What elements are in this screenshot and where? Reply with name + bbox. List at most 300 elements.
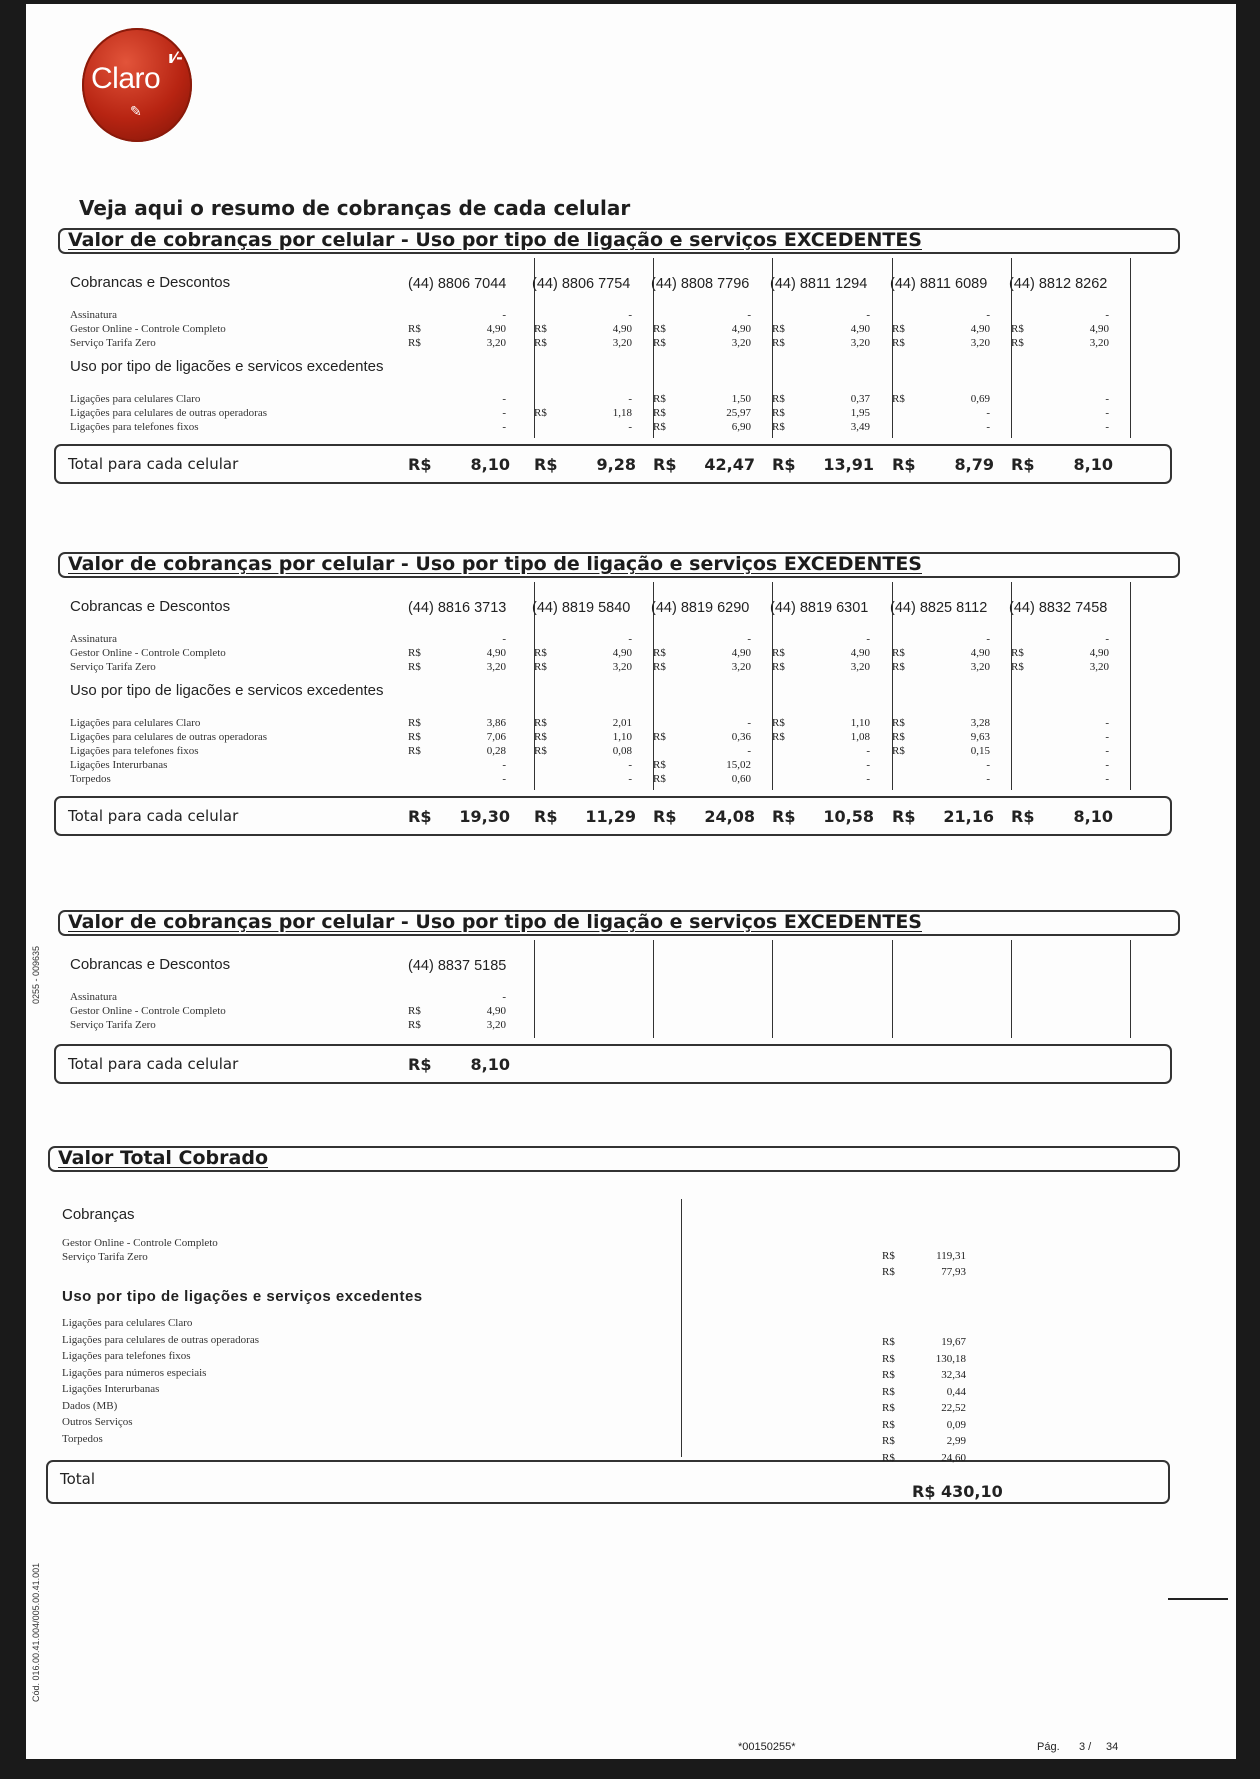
- assinatura-label: Assinatura: [70, 309, 118, 321]
- phone-number: (44) 8811 1294: [770, 276, 868, 292]
- total-value: 8,10: [470, 455, 510, 474]
- cell-value: 3,20: [850, 337, 870, 349]
- uso-title: Uso por tipo de ligações e serviços excedentes: [62, 1288, 423, 1305]
- phone-total: [772, 455, 874, 475]
- cell-value: -: [986, 773, 990, 785]
- currency-symbol: R$: [408, 731, 421, 743]
- lig-outras-value: [1011, 406, 1109, 421]
- cell-value: 1,10: [612, 731, 632, 743]
- currency-symbol: R$: [408, 337, 421, 349]
- currency-symbol: R$: [408, 455, 432, 474]
- cell-value: -: [866, 759, 870, 771]
- currency-symbol: R$: [772, 661, 785, 673]
- cell-value: -: [1105, 633, 1109, 645]
- lig-fixos-label: Ligações para telefones fixos: [70, 421, 199, 433]
- cell-value: -: [1105, 745, 1109, 757]
- cell-value: 0,36: [731, 731, 751, 743]
- lig-interurbanas-value: [653, 758, 751, 773]
- gestor-value: [1011, 646, 1109, 661]
- tarifa-zero-label: Serviço Tarifa Zero: [70, 661, 156, 673]
- cell-value: -: [502, 633, 506, 645]
- cell-value: 3,20: [1089, 337, 1109, 349]
- currency-symbol: R$: [1011, 647, 1024, 659]
- tarifa-zero-value: [408, 660, 506, 675]
- lig-fixos-value: [1011, 744, 1109, 759]
- cell-value: -: [1105, 759, 1109, 771]
- cell-value: 4,90: [850, 647, 870, 659]
- phone-number: (44) 8806 7754: [532, 276, 631, 292]
- gestor-value: [534, 322, 632, 337]
- lig-outras-value: [772, 406, 870, 421]
- lig-fixos-value: [772, 744, 870, 759]
- column-divider: [1130, 940, 1131, 1038]
- lig-fixos-label: Ligações para telefones fixos: [70, 745, 199, 757]
- cobranca-label: Gestor Online - Controle Completo: [62, 1237, 218, 1249]
- assinatura-value: [408, 632, 506, 647]
- currency-symbol: R$: [408, 745, 421, 757]
- tarifa-zero-value: [653, 660, 751, 675]
- amount: 77,93: [941, 1266, 966, 1278]
- cell-value: -: [502, 421, 506, 433]
- lig-outras-value: [772, 730, 870, 745]
- cell-value: 3,49: [850, 421, 870, 433]
- cell-value: 3,20: [850, 661, 870, 673]
- phone-number: (44) 8811 6089: [890, 276, 988, 292]
- cell-value: -: [502, 309, 506, 321]
- uso-label: Ligações para números especiais: [62, 1366, 207, 1379]
- phone-total: [534, 807, 636, 827]
- cell-value: -: [866, 633, 870, 645]
- cobrancas-descontos-label: Cobrancas e Descontos: [70, 956, 231, 973]
- currency-symbol: R$: [892, 323, 905, 335]
- cell-value: 4,90: [1089, 323, 1109, 335]
- lig-interurbanas-value: [772, 758, 870, 773]
- lig-claro-label: Ligações para celulares Claro: [70, 717, 201, 729]
- lig-outras-value: [1011, 730, 1109, 745]
- torpedos-value: [653, 772, 751, 787]
- currency-symbol: R$: [408, 661, 421, 673]
- total-value: 8,10: [1073, 455, 1113, 474]
- currency-symbol: R$: [882, 1418, 895, 1431]
- lig-outras-label: Ligações para celulares de outras operadoras: [70, 407, 267, 419]
- lig-outras-value: [534, 406, 632, 421]
- currency-symbol: R$: [882, 1250, 895, 1262]
- cell-value: -: [502, 759, 506, 771]
- torpedos-label: Torpedos: [70, 773, 111, 785]
- column-divider: [1130, 582, 1131, 790]
- cell-value: 3,20: [612, 337, 632, 349]
- torpedos-value: [408, 772, 506, 787]
- cobrancas-title: Cobranças: [62, 1206, 135, 1223]
- currency-symbol: R$: [1011, 337, 1024, 349]
- cell-value: 2,01: [612, 717, 632, 729]
- total-value: 13,91: [823, 455, 874, 474]
- cell-value: -: [747, 309, 751, 321]
- cell-value: 4,90: [731, 647, 751, 659]
- cell-value: 7,06: [486, 731, 506, 743]
- amount: 24,60: [941, 1451, 966, 1464]
- section-title: Valor de cobranças por celular - Uso por tipo de ligação e serviços EXCEDENTES: [68, 911, 922, 933]
- cell-value: 3,20: [731, 337, 751, 349]
- cell-value: 6,90: [731, 421, 751, 433]
- lig-fixos-value: [653, 420, 751, 435]
- cell-value: 4,90: [1089, 647, 1109, 659]
- uso-label: Torpedos: [62, 1432, 103, 1445]
- assinatura-value: [653, 308, 751, 323]
- cell-value: 4,90: [486, 647, 506, 659]
- amount: 119,31: [936, 1250, 966, 1262]
- lig-claro-value: [408, 392, 506, 407]
- cell-value: -: [747, 717, 751, 729]
- gestor-value: [653, 646, 751, 661]
- currency-symbol: R$: [882, 1266, 895, 1278]
- total-label: Total para cada celular: [68, 807, 239, 825]
- barcode-text: *00150255*: [738, 1741, 796, 1753]
- cobranca-label: Serviço Tarifa Zero: [62, 1251, 148, 1263]
- claro-logo: [82, 28, 192, 142]
- cell-value: 0,69: [970, 393, 990, 405]
- currency-symbol: R$: [653, 421, 666, 433]
- lig-fixos-value: [534, 744, 632, 759]
- section-header: [58, 552, 1180, 578]
- cell-value: 3,20: [486, 337, 506, 349]
- total-value: 24,08: [704, 807, 755, 826]
- cell-value: 4,90: [612, 647, 632, 659]
- assinatura-value: [408, 990, 506, 1005]
- currency-symbol: R$: [772, 323, 785, 335]
- currency-symbol: R$: [892, 647, 905, 659]
- cell-value: -: [986, 407, 990, 419]
- cell-value: -: [986, 759, 990, 771]
- currency-symbol: R$: [653, 807, 677, 826]
- phone-number: (44) 8806 7044: [408, 276, 507, 292]
- gestor-label: Gestor Online - Controle Completo: [70, 1005, 226, 1017]
- tarifa-zero-value: [892, 660, 990, 675]
- assinatura-label: Assinatura: [70, 633, 118, 645]
- cell-value: 1,18: [612, 407, 632, 419]
- cell-value: 0,15: [970, 745, 990, 757]
- uso-label: Ligações Interurbanas: [62, 1383, 160, 1395]
- lig-outras-value: [408, 730, 506, 745]
- gestor-value: [408, 322, 506, 337]
- tarifa-zero-value: [1011, 336, 1109, 351]
- lig-outras-value: [408, 406, 506, 421]
- cell-value: 3,20: [486, 1019, 506, 1031]
- tarifa-zero-value: [772, 660, 870, 675]
- total-box: [54, 1044, 1172, 1084]
- total-value: 8,79: [954, 455, 994, 474]
- currency-symbol: R$: [653, 731, 666, 743]
- currency-symbol: R$: [534, 647, 547, 659]
- bill-page: [26, 4, 1236, 1759]
- intro-heading: Veja aqui o resumo de cobranças de cada celular: [79, 196, 631, 220]
- cell-value: 1,10: [850, 717, 870, 729]
- currency-symbol: R$: [772, 647, 785, 659]
- phone-total: [1011, 455, 1113, 475]
- cell-value: -: [747, 745, 751, 757]
- total-label: Total para cada celular: [68, 1055, 239, 1073]
- gestor-value: [892, 646, 990, 661]
- cell-value: 25,97: [726, 407, 751, 419]
- gestor-value: [408, 1004, 506, 1019]
- currency-symbol: R$: [653, 407, 666, 419]
- cell-value: -: [1105, 731, 1109, 743]
- assinatura-value: [892, 632, 990, 647]
- currency-symbol: R$: [892, 455, 916, 474]
- currency-symbol: R$: [1011, 661, 1024, 673]
- phone-total: [892, 807, 994, 827]
- lig-claro-value: [1011, 716, 1109, 731]
- currency-symbol: R$: [882, 1352, 895, 1365]
- column-divider: [1130, 258, 1131, 438]
- phone-number: (44) 8819 6301: [770, 600, 869, 616]
- section-title: Valor de cobranças por celular - Uso por tipo de ligação e serviços EXCEDENTES: [68, 229, 922, 251]
- gestor-label: Gestor Online - Controle Completo: [70, 647, 226, 659]
- currency-symbol: R$: [772, 393, 785, 405]
- lig-claro-label: Ligações para celulares Claro: [70, 393, 201, 405]
- amount: 0,09: [946, 1418, 966, 1431]
- column-divider: [1011, 940, 1012, 1038]
- total-value: 42,47: [704, 455, 755, 474]
- currency-symbol: R$: [408, 323, 421, 335]
- grand-total-value: R$ 430,10: [912, 1482, 1003, 1501]
- currency-symbol: R$: [534, 455, 558, 474]
- assinatura-value: [1011, 632, 1109, 647]
- tarifa-zero-value: [534, 336, 632, 351]
- cell-value: 4,90: [486, 1005, 506, 1017]
- currency-symbol: R$: [653, 393, 666, 405]
- cell-value: 4,90: [731, 323, 751, 335]
- lig-fixos-value: [772, 420, 870, 435]
- section-header: [58, 228, 1180, 254]
- currency-symbol: R$: [892, 807, 916, 826]
- cell-value: -: [628, 421, 632, 433]
- currency-symbol: R$: [408, 1005, 421, 1017]
- tarifa-zero-value: [892, 336, 990, 351]
- lig-claro-value: [534, 392, 632, 407]
- column-divider: [892, 940, 893, 1038]
- uso-label: Dados (MB): [62, 1399, 118, 1412]
- currency-symbol: R$: [892, 731, 905, 743]
- currency-symbol: R$: [892, 393, 905, 405]
- lig-interurbanas-value: [534, 758, 632, 773]
- cell-value: -: [986, 633, 990, 645]
- currency-symbol: R$: [882, 1402, 895, 1414]
- tarifa-zero-label: Serviço Tarifa Zero: [70, 337, 156, 349]
- grand-total-label: Total: [60, 1470, 96, 1488]
- phone-total: [653, 455, 755, 475]
- page-current: 3 /: [1079, 1741, 1092, 1753]
- cell-value: 3,20: [486, 661, 506, 673]
- assinatura-value: [772, 632, 870, 647]
- phone-number: (44) 8816 3713: [408, 600, 507, 616]
- lig-interurbanas-value: [408, 758, 506, 773]
- cell-value: -: [986, 421, 990, 433]
- gestor-value: [772, 322, 870, 337]
- currency-symbol: R$: [534, 717, 547, 729]
- logo-pin-icon: ✎: [130, 104, 142, 120]
- lig-interurbanas-value: [1011, 758, 1109, 773]
- lig-claro-value: [892, 716, 990, 731]
- lig-claro-value: [772, 392, 870, 407]
- grand-total-box: [46, 1460, 1170, 1504]
- cell-value: -: [502, 991, 506, 1003]
- tarifa-zero-value: [653, 336, 751, 351]
- cell-value: 4,90: [850, 323, 870, 335]
- lig-fixos-value: [1011, 420, 1109, 435]
- currency-symbol: R$: [408, 647, 421, 659]
- gestor-value: [892, 322, 990, 337]
- cell-value: 15,02: [726, 759, 751, 771]
- cell-value: 1,08: [850, 731, 870, 743]
- column-divider: [653, 940, 654, 1038]
- phone-number: (44) 8812 8262: [1009, 276, 1108, 292]
- assinatura-value: [408, 308, 506, 323]
- amount: 19,67: [941, 1336, 966, 1348]
- currency-symbol: R$: [408, 807, 432, 826]
- total-value: 9,28: [596, 455, 636, 474]
- currency-symbol: R$: [408, 1055, 432, 1074]
- lig-claro-value: [534, 716, 632, 731]
- lig-outras-value: [653, 730, 751, 745]
- cell-value: 0,28: [486, 745, 506, 757]
- logo-spark-icon: ı⁄-: [168, 48, 183, 67]
- currency-symbol: R$: [892, 745, 905, 757]
- currency-symbol: R$: [1011, 807, 1035, 826]
- currency-symbol: R$: [772, 807, 796, 826]
- torpedos-value: [534, 772, 632, 787]
- currency-symbol: R$: [534, 661, 547, 673]
- phone-total: [653, 807, 755, 827]
- currency-symbol: R$: [534, 745, 547, 757]
- page-label: Pág.: [1037, 1741, 1060, 1753]
- section-title: Valor de cobranças por celular - Uso por tipo de ligação e serviços EXCEDENTES: [68, 553, 922, 575]
- column-divider: [772, 940, 773, 1038]
- cell-value: -: [502, 407, 506, 419]
- phone-number: (44) 8819 5840: [532, 600, 631, 616]
- valor-total-title: Valor Total Cobrado: [58, 1147, 269, 1169]
- tarifa-zero-value: [1011, 660, 1109, 675]
- tarifa-zero-value: [772, 336, 870, 351]
- phone-total: [892, 455, 994, 475]
- section-header: [58, 910, 1180, 936]
- amount: 2,99: [946, 1435, 966, 1447]
- cell-value: 4,90: [970, 323, 990, 335]
- cell-value: -: [628, 309, 632, 321]
- phone-total: [408, 1055, 510, 1075]
- currency-symbol: R$: [772, 337, 785, 349]
- currency-symbol: R$: [653, 647, 666, 659]
- cell-value: -: [502, 773, 506, 785]
- phone-number: (44) 8808 7796: [651, 276, 750, 292]
- amount: 22,52: [941, 1402, 966, 1414]
- assinatura-value: [534, 632, 632, 647]
- phone-total: [534, 455, 636, 475]
- phone-number: (44) 8837 5185: [408, 958, 507, 974]
- cell-value: 1,95: [850, 407, 870, 419]
- amount: 0,44: [946, 1385, 966, 1398]
- currency-symbol: R$: [534, 807, 558, 826]
- currency-symbol: R$: [882, 1435, 895, 1447]
- cell-value: -: [1105, 421, 1109, 433]
- currency-symbol: R$: [1011, 323, 1024, 335]
- cell-value: -: [866, 745, 870, 757]
- lig-claro-value: [892, 392, 990, 407]
- currency-symbol: R$: [534, 407, 547, 419]
- cell-value: 4,90: [486, 323, 506, 335]
- gestor-value: [653, 322, 751, 337]
- uso-subtitle: Uso por tipo de ligacões e servicos excedentes: [70, 358, 384, 375]
- currency-symbol: R$: [653, 759, 666, 771]
- lig-outras-label: Ligações para celulares de outras operadoras: [70, 731, 267, 743]
- gestor-value: [1011, 322, 1109, 337]
- total-value: 8,10: [470, 1055, 510, 1074]
- currency-symbol: R$: [772, 455, 796, 474]
- cell-value: 3,86: [486, 717, 506, 729]
- cell-value: -: [1105, 393, 1109, 405]
- assinatura-value: [534, 308, 632, 323]
- currency-symbol: R$: [772, 717, 785, 729]
- currency-symbol: R$: [653, 455, 677, 474]
- edge-mark: [1168, 1598, 1228, 1600]
- cell-value: -: [866, 309, 870, 321]
- lig-fixos-value: [408, 420, 506, 435]
- total-label: Total para cada celular: [68, 455, 239, 473]
- amount: 32,34: [941, 1369, 966, 1381]
- cell-value: -: [1105, 407, 1109, 419]
- total-value: 8,10: [1073, 807, 1113, 826]
- phone-number: (44) 8825 8112: [890, 600, 988, 616]
- uso-label: Ligações para celulares Claro: [62, 1317, 193, 1329]
- lig-claro-value: [1011, 392, 1109, 407]
- currency-symbol: R$: [892, 337, 905, 349]
- lig-interurbanas-value: [892, 758, 990, 773]
- cell-value: 9,63: [970, 731, 990, 743]
- torpedos-value: [892, 772, 990, 787]
- uso-label: Ligações para telefones fixos: [62, 1350, 191, 1362]
- lig-fixos-value: [534, 420, 632, 435]
- cell-value: -: [866, 773, 870, 785]
- currency-symbol: R$: [653, 337, 666, 349]
- phone-total: [408, 807, 510, 827]
- lig-claro-value: [653, 716, 751, 731]
- cell-value: 0,60: [731, 773, 751, 785]
- amount: 130,18: [935, 1352, 966, 1365]
- cell-value: -: [628, 759, 632, 771]
- phone-total: [1011, 807, 1113, 827]
- currency-symbol: R$: [534, 323, 547, 335]
- cell-value: 0,08: [612, 745, 632, 757]
- cobrancas-descontos-label: Cobrancas e Descontos: [70, 274, 231, 291]
- cell-value: -: [502, 393, 506, 405]
- cell-value: -: [1105, 309, 1109, 321]
- lig-claro-value: [408, 716, 506, 731]
- currency-symbol: R$: [882, 1336, 895, 1348]
- lig-fixos-value: [653, 744, 751, 759]
- lig-outras-value: [892, 730, 990, 745]
- logo-text: Claro: [91, 62, 161, 95]
- cell-value: -: [747, 633, 751, 645]
- cell-value: -: [628, 633, 632, 645]
- cell-value: 3,20: [731, 661, 751, 673]
- lig-claro-value: [772, 716, 870, 731]
- cell-value: 3,20: [612, 661, 632, 673]
- currency-symbol: R$: [892, 661, 905, 673]
- lig-interurbanas-label: Ligações Interurbanas: [70, 759, 168, 771]
- currency-symbol: R$: [892, 717, 905, 729]
- currency-symbol: R$: [408, 717, 421, 729]
- uso-subtitle: Uso por tipo de ligacões e servicos excedentes: [70, 682, 384, 699]
